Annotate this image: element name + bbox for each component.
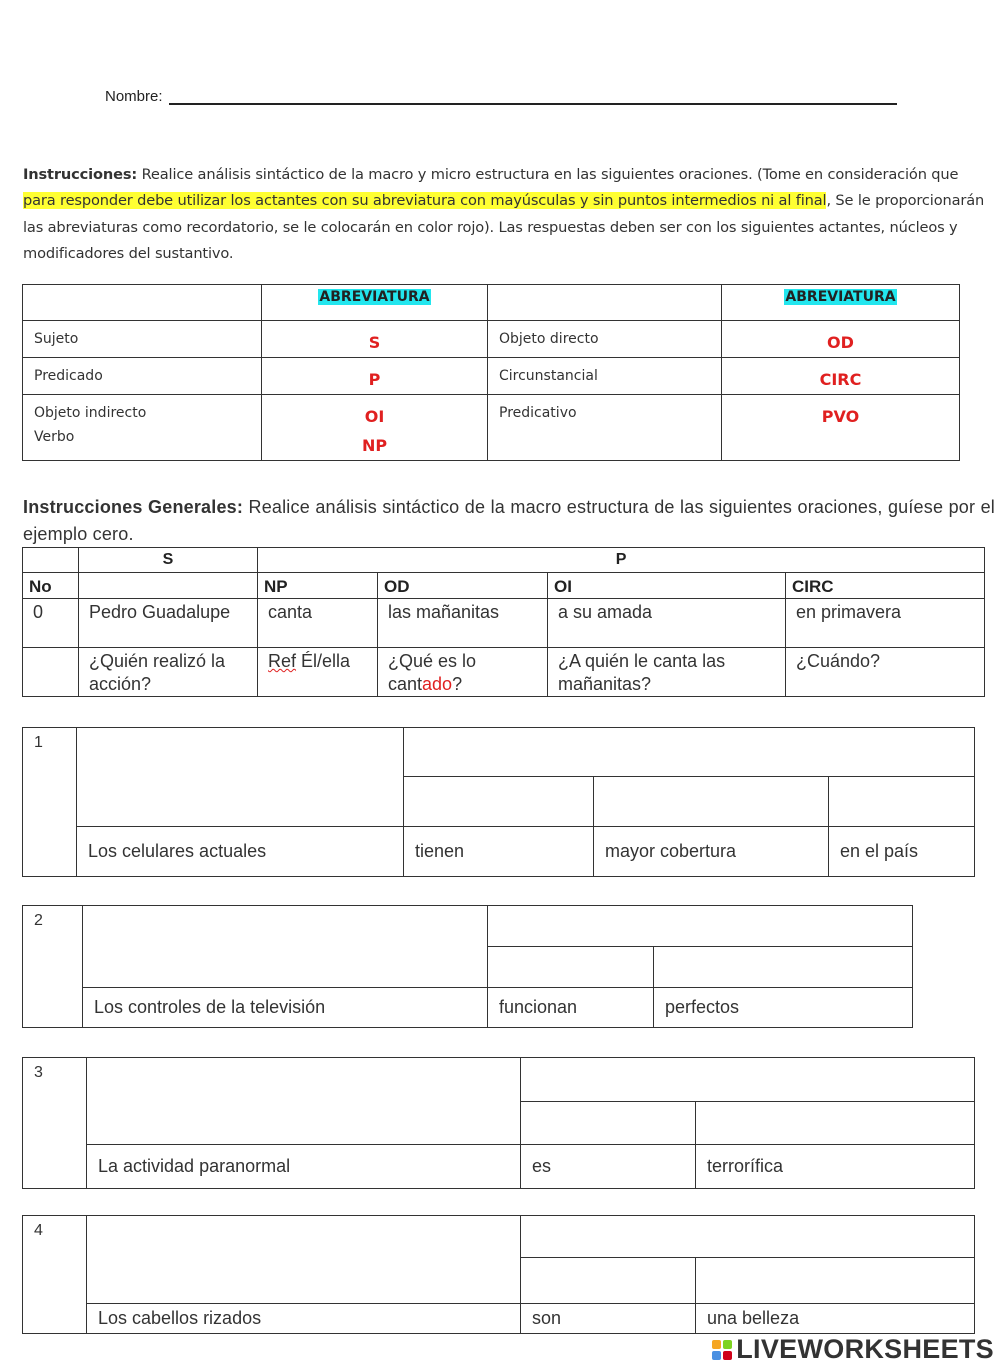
example-row0-oi: a su amada [548,599,786,648]
abbr-head-empty-left [23,285,262,321]
example-col-no: No [23,573,79,599]
instructions-text-b: , Se le proporcionarán las abreviaturas como recordatorio, se le colocarán en color rojo). Las respuestas deben ser con los siguientes actantes, núcleos y modificadores del sustantivo. [23,192,985,262]
exercise-4-answer-pvo[interactable] [696,1258,975,1304]
abbr-value-pvo: PVO [722,395,960,461]
instructions-highlight: para responder debe utilizar los actantes con su abreviatura con mayúsculas y sin puntos intermedios ni al final [23,192,827,210]
liveworksheets-logo-icon [712,1340,732,1360]
exercise-4-word-1: Los cabellos rizados [87,1304,521,1334]
general-instructions-label: Instrucciones Generales: [23,497,244,517]
abbr-header-right: ABREVIATURA [722,285,960,321]
exercise-1-number: 1 [23,728,77,877]
abbr-value-oi: OI [364,407,385,426]
example-header-s: S [79,548,258,573]
exercise-2-answer-p[interactable] [488,906,913,947]
exercise-3-word-1: La actividad paranormal [87,1145,521,1189]
abbr-label-objeto-indirecto: Objeto indirecto [34,405,147,421]
general-instructions-text: Realice análisis sintáctico de la macro estructura de las siguientes oraciones, guíese por el ejemplo cero. [23,497,996,544]
instructions-paragraph [23,162,995,267]
example-q-np-rest: Él/ella [296,651,351,671]
abbr-header-left: ABREVIATURA [262,285,488,321]
abbr-label-objeto-directo: Objeto directo [488,321,722,358]
abbr-label-circunstancial: Circunstancial [488,358,722,395]
example-col-oi: OI [548,573,786,599]
example-q-empty [23,648,79,697]
abbr-label-predicado: Predicado [23,358,262,395]
exercise-table-4 [22,1215,975,1334]
example-q-od-red: ado [422,674,453,694]
example-q-od-b: ? [452,674,463,694]
abbr-head-empty-right [488,285,722,321]
example-row0-np: canta [258,599,378,648]
exercise-4-word-3: una belleza [696,1304,975,1334]
exercise-1-answer-np[interactable] [404,777,594,827]
exercise-1-word-3: mayor cobertura [594,827,829,877]
exercise-3-answer-np[interactable] [521,1102,696,1145]
exercise-1-answer-od[interactable] [594,777,829,827]
abbreviation-table [22,284,960,461]
abbr-value-circ: CIRC [722,358,960,395]
example-q-od [378,648,548,697]
abbr-label-oi-verbo [23,395,262,461]
example-q-np-ref: Ref [268,651,297,671]
example-q-s: ¿Quién realizó la acción? [79,648,258,697]
exercise-4-answer-np[interactable] [521,1258,696,1304]
example-col-od: OD [378,573,548,599]
exercise-1-answer-p[interactable] [404,728,975,777]
exercise-table-3 [22,1057,975,1189]
example-q-od-a: ¿Qué es lo cant [388,651,477,694]
instructions-label: Instrucciones: [23,166,138,183]
exercise-3-answer-p[interactable] [521,1058,975,1102]
instructions-text-a: Realice análisis sintáctico de la macro y micro estructura en las siguientes oraciones. (Tome en consideración que [137,166,959,183]
example-row0-od: las mañanitas [378,599,548,648]
name-line[interactable] [169,84,897,105]
exercise-table-1 [22,727,975,877]
exercise-2-answer-np[interactable] [488,947,654,988]
example-row0-s: Pedro Guadalupe [79,599,258,648]
exercise-2-word-1: Los controles de la televisión [83,988,488,1028]
abbr-value-p: P [262,358,488,395]
exercise-3-word-2: es [521,1145,696,1189]
abbr-value-od: OD [722,321,960,358]
liveworksheets-logo [712,1334,994,1365]
example-col-np: NP [258,573,378,599]
abbr-label-sujeto: Sujeto [23,321,262,358]
exercise-3-word-3: terrorífica [696,1145,975,1189]
example-q-np [258,648,378,697]
exercise-1-answer-s[interactable] [77,728,404,827]
example-table [22,547,985,697]
abbr-value-np: NP [361,436,388,455]
example-row0-no: 0 [23,599,79,648]
exercise-1-answer-circ[interactable] [829,777,975,827]
example-q-circ: ¿Cuándo? [786,648,985,697]
name-row [105,84,897,105]
exercise-2-word-2: funcionan [488,988,654,1028]
abbr-value-s: S [262,321,488,358]
exercise-3-answer-s[interactable] [87,1058,521,1145]
general-instructions [23,494,995,548]
exercise-3-number: 3 [23,1058,87,1189]
exercise-3-answer-pvo[interactable] [696,1102,975,1145]
exercise-4-word-2: son [521,1304,696,1334]
example-col-empty [79,573,258,599]
example-head-empty [23,548,79,573]
exercise-1-word-2: tienen [404,827,594,877]
exercise-2-answer-s[interactable] [83,906,488,988]
example-q-oi: ¿A quién le canta las mañanitas? [548,648,786,697]
abbr-value-oi-np [262,395,488,461]
exercise-4-answer-s[interactable] [87,1216,521,1304]
exercise-4-answer-p[interactable] [521,1216,975,1258]
exercise-4-number: 4 [23,1216,87,1334]
exercise-1-word-1: Los celulares actuales [77,827,404,877]
abbr-label-verbo: Verbo [34,429,75,445]
exercise-2-number: 2 [23,906,83,1028]
name-label: Nombre: [105,88,163,105]
abbr-label-predicativo: Predicativo [488,395,722,461]
exercise-table-2 [22,905,913,1028]
liveworksheets-brand: LIVEWORKSHEETS [736,1334,994,1364]
example-col-circ: CIRC [786,573,985,599]
exercise-2-answer-pvo[interactable] [654,947,913,988]
exercise-2-word-3: perfectos [654,988,913,1028]
example-header-p: P [258,548,985,573]
example-row0-circ: en primavera [786,599,985,648]
exercise-1-word-4: en el país [829,827,975,877]
